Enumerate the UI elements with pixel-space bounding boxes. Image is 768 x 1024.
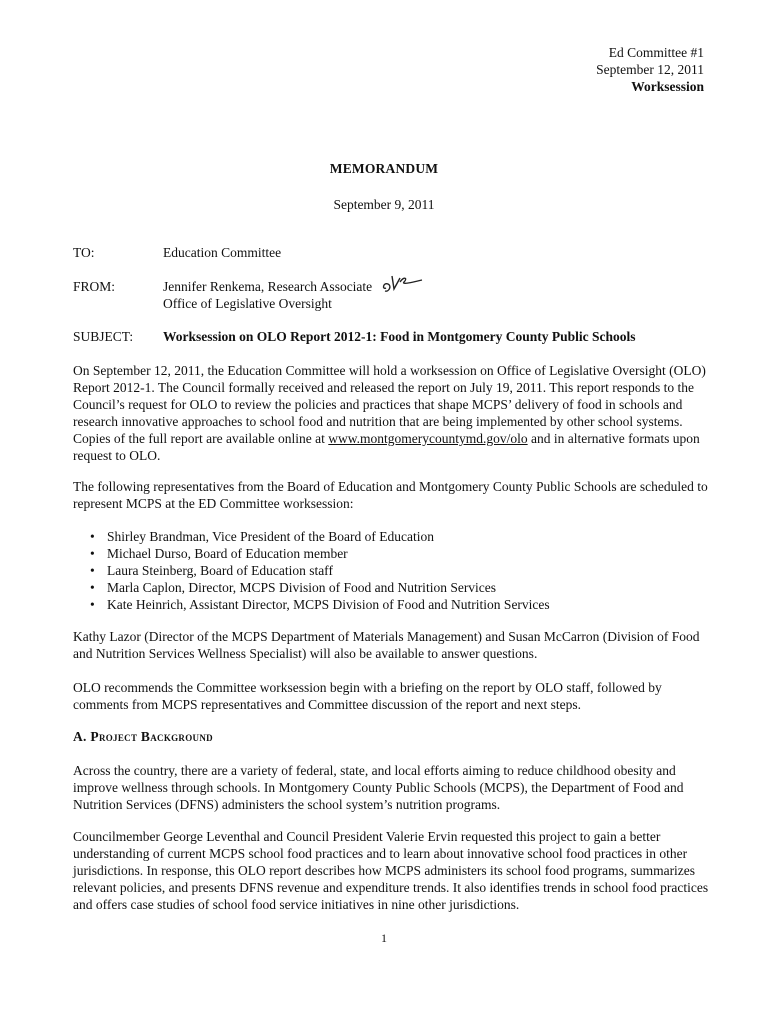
- memo-title: MEMORANDUM: [329, 161, 439, 176]
- list-item: [73, 562, 713, 579]
- representatives-list: [73, 528, 713, 613]
- list-item-text: Shirley Brandman, Vice President of the Board of Education: [107, 529, 434, 544]
- from-name: Jennifer Renkema, Research Associate: [163, 279, 373, 294]
- section-a-heading: [73, 728, 713, 745]
- bullet-list: [73, 528, 713, 613]
- paragraph-intro-text: On September 12, 2011, the Education Committee will hold a worksession on Office of Legislative Oversight (OLO) Report 2012-1. The Council formally received and released the report on July 19, 2011. This report responds to the Council’s request for OLO to review the policies and practices that shape MCPS’ delivery of food in schools and research innovative approaches to school food and nutrition that are being implemented by other school systems. Copies of the full report are available online at: [73, 363, 706, 446]
- signature-initials-icon: [380, 272, 424, 294]
- paragraph-intro: [73, 362, 713, 464]
- committee-label: Ed Committee #1: [608, 45, 704, 60]
- bullet-icon: •: [90, 580, 95, 595]
- memo-body: [73, 362, 713, 464]
- paragraph-additional-staff: Kathy Lazor (Director of the MCPS Department of Materials Management) and Susan McCarron (Division of Food and Nutrition Services Wellness Specialist) will also be available to answer questions.: [73, 629, 700, 661]
- to-label: TO:: [73, 245, 95, 260]
- paragraph-background-1: Across the country, there are a variety of federal, state, and local efforts aiming to reduce childhood obesity and improve wellness through schools. In Montgomery County Public Schools (MCPS), the Department of Food and Nutrition Services (DFNS) administers the school system’s nutrition programs.: [73, 763, 684, 812]
- section-heading-project-background: A. Project Background: [73, 729, 213, 744]
- bullet-icon: •: [90, 529, 95, 544]
- meeting-type: Worksession: [631, 79, 704, 94]
- representatives-section: [73, 478, 713, 512]
- page-number: 1: [381, 931, 387, 945]
- bullet-icon: •: [90, 597, 95, 612]
- paragraph-representatives: The following representatives from the Board of Education and Montgomery County Public Schools are scheduled to represent MCPS at the ED Committee worksession:: [73, 479, 708, 511]
- bullet-icon: •: [90, 546, 95, 561]
- list-item: [73, 528, 713, 545]
- list-item: [73, 579, 713, 596]
- additional-staff: [73, 628, 713, 662]
- list-item-text: Michael Durso, Board of Education member: [107, 546, 348, 561]
- header-block: [596, 44, 704, 95]
- recommendation: [73, 679, 713, 713]
- paragraph-background-2: Councilmember George Leventhal and Council President Valerie Ervin requested this project to gain a better understanding of current MCPS school food practices and to learn about innovative school food practices in other jurisdictions. In response, this OLO report describes how MCPS administers its school food programs, summarizes relevant policies, and presents DFNS revenue and expenditure trends. It also identifies trends in school food practices and offers case studies of school food service initiatives in nine other jurisdictions.: [73, 829, 709, 912]
- background-paragraph-1: [73, 762, 713, 813]
- bullet-icon: •: [90, 563, 95, 578]
- list-item-text: Laura Steinberg, Board of Education staff: [107, 563, 333, 578]
- from-value: [163, 278, 424, 312]
- subject-value: Worksession on OLO Report 2012-1: Food in Montgomery County Public Schools: [163, 329, 636, 344]
- list-item-text: Kate Heinrich, Assistant Director, MCPS Division of Food and Nutrition Services: [107, 597, 550, 612]
- list-item: [73, 596, 713, 613]
- paragraph-recommendation: OLO recommends the Committee worksession begin with a briefing on the report by OLO staff, followed by comments from MCPS representatives and Committee discussion of the report and next steps.: [73, 680, 662, 712]
- list-item: [73, 545, 713, 562]
- olo-website-link[interactable]: www.montgomerycountymd.gov/olo: [328, 431, 528, 446]
- background-paragraph-2: [73, 828, 713, 913]
- paragraph-intro-text-end: and in alternative formats upon request to OLO.: [73, 431, 700, 463]
- list-item-text: Marla Caplon, Director, MCPS Division of Food and Nutrition Services: [107, 580, 497, 595]
- from-label: FROM:: [73, 279, 116, 294]
- from-office: Office of Legislative Oversight: [163, 296, 332, 311]
- subject-label: SUBJECT:: [73, 329, 134, 344]
- memo-date: September 9, 2011: [333, 197, 435, 212]
- meeting-date: September 12, 2011: [596, 62, 704, 77]
- to-value: Education Committee: [163, 245, 282, 260]
